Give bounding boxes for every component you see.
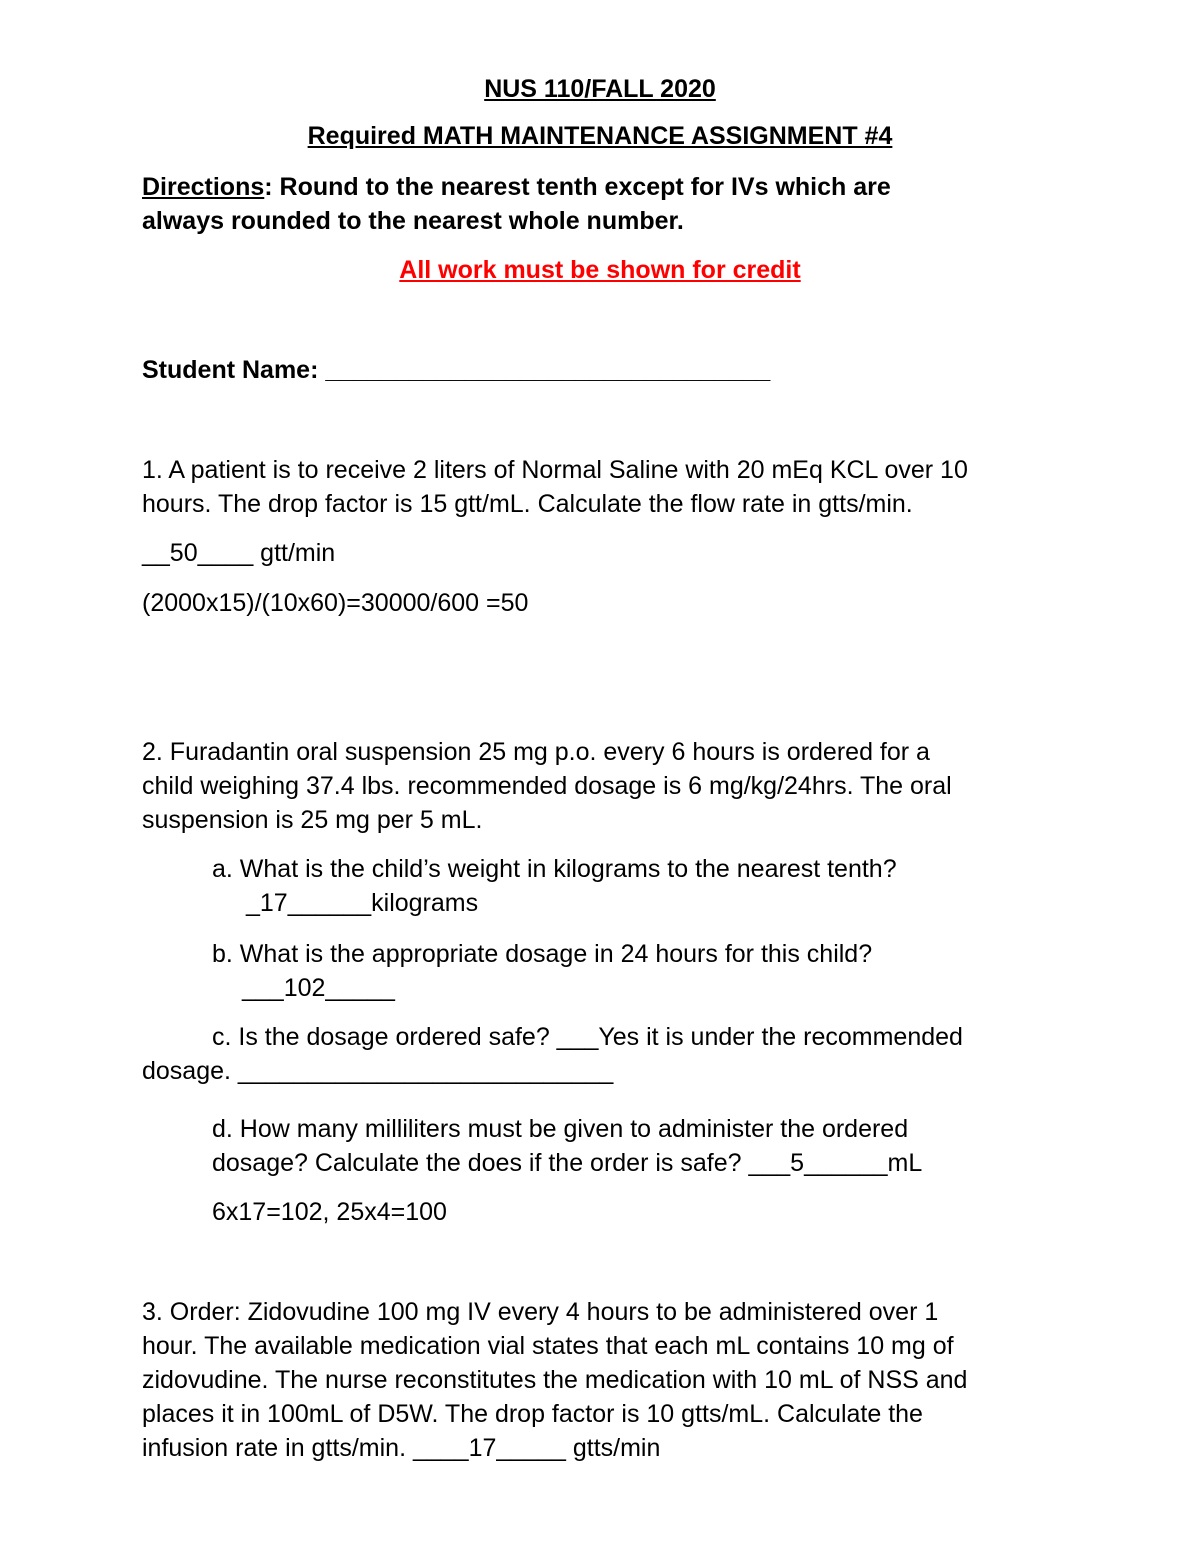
q2c-question-cont: dosage. ___________________________ xyxy=(142,1057,614,1085)
directions-text: Round to the nearest tenth except for IVs which are xyxy=(272,173,891,201)
q3-line-5: infusion rate in gtts/min. ____17_____ gtts/min xyxy=(142,1434,661,1462)
course-heading: NUS 110/FALL 2020 xyxy=(484,75,716,103)
q2d-question-cont: dosage? Calculate the does if the order is safe? ___5______mL xyxy=(212,1149,923,1177)
q2c-question: c. Is the dosage ordered safe? ___Yes it is under the recommended xyxy=(212,1023,963,1051)
q1-answer: __50____ gtt/min xyxy=(142,539,336,567)
directions-colon: : xyxy=(264,173,273,201)
student-name-field[interactable]: ________________________________ xyxy=(325,356,771,384)
q2b-question: b. What is the appropriate dosage in 24 hours for this child? xyxy=(212,940,873,968)
q3-line-2: hour. The available medication vial states that each mL contains 10 mg of xyxy=(142,1332,954,1360)
directions-line-1 xyxy=(142,170,891,204)
q2-work: 6x17=102, 25x4=100 xyxy=(212,1198,447,1226)
q1-line-2: hours. The drop factor is 15 gtt/mL. Calculate the flow rate in gtts/min. xyxy=(142,490,913,518)
q2d-question: d. How many milliliters must be given to administer the ordered xyxy=(212,1115,909,1143)
q3-line-4: places it in 100mL of D5W. The drop factor is 10 gtts/mL. Calculate the xyxy=(142,1400,923,1428)
directions-label: Directions xyxy=(142,173,265,201)
q2b-answer: ___102_____ xyxy=(242,974,395,1002)
directions-line-2: always rounded to the nearest whole number. xyxy=(142,207,684,235)
q1-line-1: 1. A patient is to receive 2 liters of Normal Saline with 20 mEq KCL over 10 xyxy=(142,456,968,484)
q3-line-1: 3. Order: Zidovudine 100 mg IV every 4 hours to be administered over 1 xyxy=(142,1298,939,1326)
credit-notice: All work must be shown for credit xyxy=(399,256,801,284)
assignment-title: Required MATH MAINTENANCE ASSIGNMENT #4 xyxy=(307,122,893,150)
q2a-question: a. What is the child’s weight in kilograms to the nearest tenth? xyxy=(212,855,897,883)
q1-work: (2000x15)/(10x60)=30000/600 =50 xyxy=(142,589,529,617)
q2-line-1: 2. Furadantin oral suspension 25 mg p.o. every 6 hours is ordered for a xyxy=(142,738,930,766)
q2-line-2: child weighing 37.4 lbs. recommended dosage is 6 mg/kg/24hrs. The oral xyxy=(142,772,952,800)
q2a-answer: _17______kilograms xyxy=(246,889,479,917)
student-name-row xyxy=(142,353,770,387)
student-name-label: Student Name: xyxy=(142,356,326,384)
q3-line-3: zidovudine. The nurse reconstitutes the medication with 10 mL of NSS and xyxy=(142,1366,968,1394)
q2-line-3: suspension is 25 mg per 5 mL. xyxy=(142,806,483,834)
